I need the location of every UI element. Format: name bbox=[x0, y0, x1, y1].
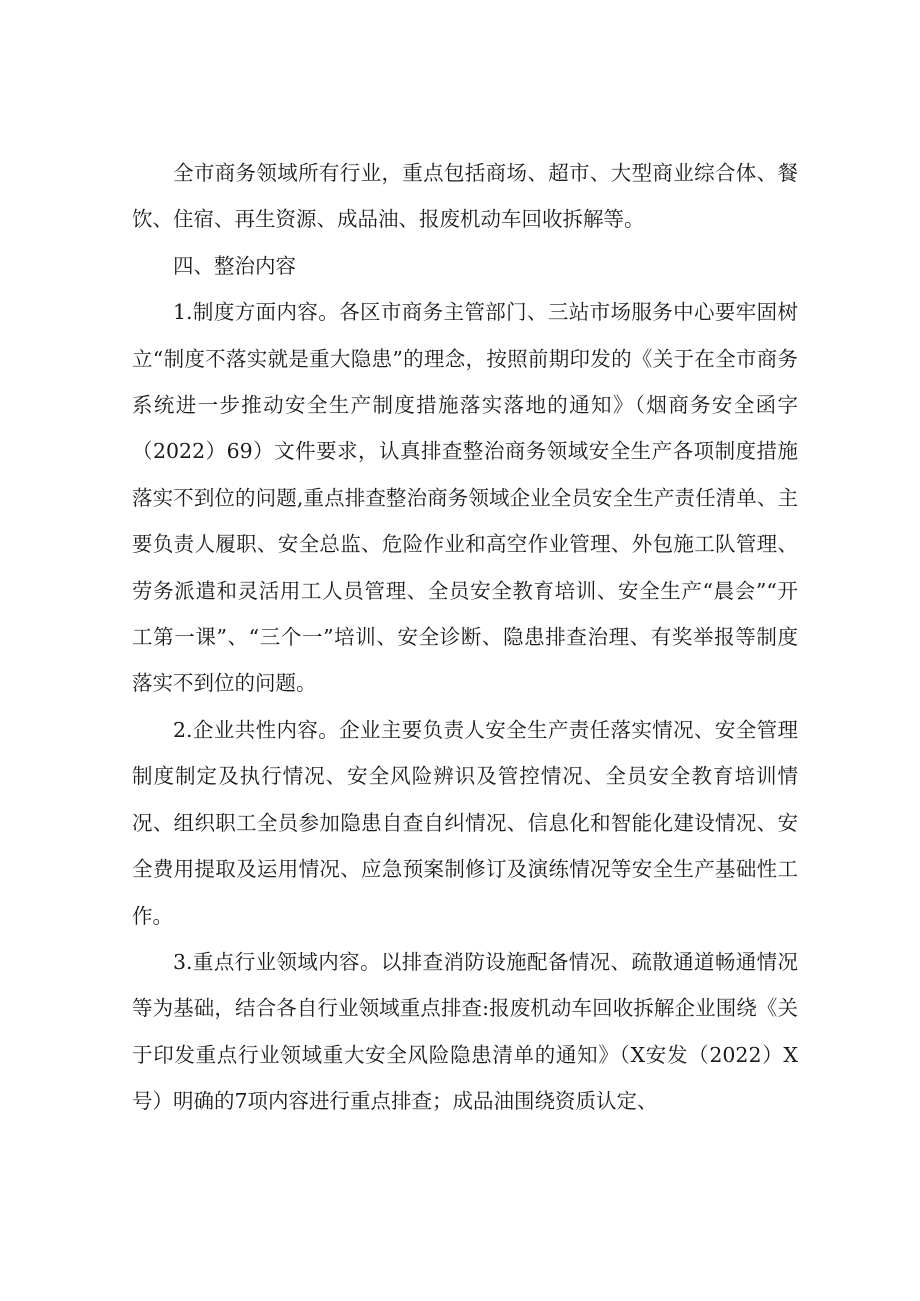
paragraph-item-1-system: 1.制度方面内容。各区市商务主管部门、三站市场服务中心要牢固树立“制度不落实就是重大隐患”的理念，按照前期印发的《关于在全市商务系统进一步推动安全生产制度措施落实落地的通知》（烟商务安全函字（2022）69）文件要求，认真排查整治商务领域安全生产各项制度措施落实不到位的问题,重点排查整治商务领域企业全员安全生产责任清单、主要负责人履职、安全总监、危险作业和高空作业管理、外包施工队管理、劳务派遣和灵活用工人员管理、全员安全教育培训、安全生产“晨会”“开工第一课”、“三个一”培训、安全诊断、隐患排查治理、有奖举报等制度落实不到位的问题。 bbox=[132, 300, 798, 696]
paragraph-scope: 全市商务领域所有行业，重点包括商场、超市、大型商业综合体、餐饮、住宿、再生资源、成品油、报废机动车回收拆解等。 bbox=[132, 161, 798, 232]
paragraph-item-3-key-industries: 3.重点行业领域内容。以排查消防设施配备情况、疏散通道畅通情况等为基础，结合各自行业领域重点排查:报废机动车回收拆解企业围绕《关于印发重点行业领域重大安全风险隐患清单的通知》（X安发（2022）X号）明确的7项内容进行重点排查；成品油围绕资质认定、 bbox=[132, 949, 798, 1114]
paragraph-item-2-common: 2.企业共性内容。企业主要负责人安全生产责任落实情况、安全管理制度制定及执行情况、安全风险辨识及管控情况、全员安全教育培训情况、组织职工全员参加隐患自查自纠情况、信息化和智能化建设情况、安全费用提取及运用情况、应急预案制修订及演练情况等安全生产基础性工作。 bbox=[132, 717, 798, 928]
document-body bbox=[132, 150, 798, 1125]
section-heading-rectification-content: 四、整治内容 bbox=[173, 253, 296, 278]
